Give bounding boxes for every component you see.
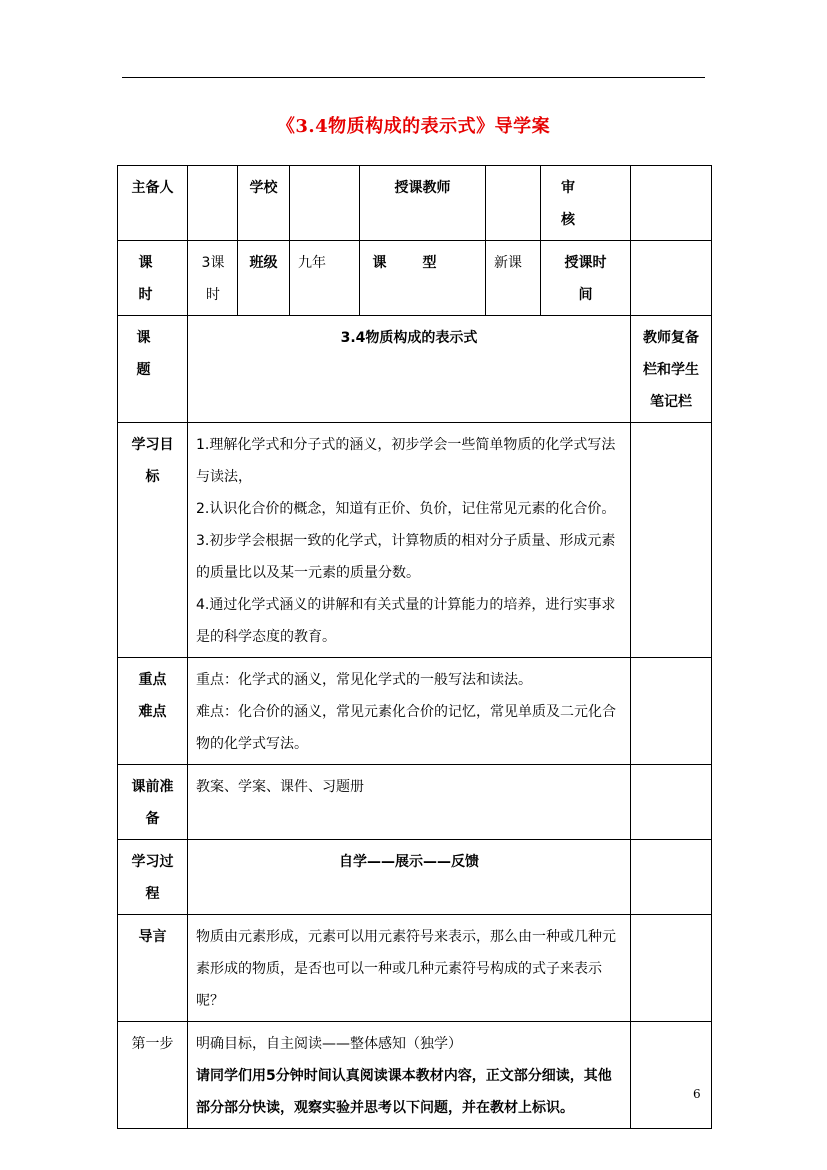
school-value — [290, 166, 360, 241]
teacher-label: 授课教师 — [360, 166, 486, 241]
table-row — [118, 658, 712, 765]
notes-cell — [631, 840, 712, 915]
preparation-value: 教案、学案、课件、习题册 — [188, 765, 631, 840]
notes-cell — [631, 765, 712, 840]
type-label: 课型 — [360, 241, 486, 316]
preparation-label: 课前准备 — [118, 765, 188, 840]
step1-content — [188, 1022, 631, 1129]
review-value — [631, 166, 712, 241]
objectives-list — [188, 423, 631, 658]
header-rule — [122, 77, 705, 78]
intro-value: 物质由元素形成，元素可以用元素符号来表示，那么由一种或几种元素形成的物质，是否也可以一种或几种元素符号构成的式子来表示呢？ — [188, 915, 631, 1022]
table-row — [118, 166, 712, 241]
objective-item: 1.理解化学式和分子式的涵义，初步学会一些简单物质的化学式写法与读法， — [196, 437, 616, 485]
teacher-value — [486, 166, 541, 241]
document-title: 《3.4物质构成的表示式》导学案 — [276, 116, 551, 137]
notes-cell — [631, 1022, 712, 1129]
topic-value: 3.4物质构成的表示式 — [188, 316, 631, 423]
notes-column-header: 教师复备栏和学生笔记栏 — [631, 316, 712, 423]
key-points-content — [188, 658, 631, 765]
school-label: 学校 — [238, 166, 290, 241]
hours-label: 课时 — [118, 241, 188, 316]
class-label: 班级 — [238, 241, 290, 316]
table-row — [118, 316, 712, 423]
table-row — [118, 840, 712, 915]
table-row — [118, 423, 712, 658]
table-row — [118, 915, 712, 1022]
step1-instruction: 请同学们用5分钟时间认真阅读课本教材内容，正文部分细读，其他部分部分快读，观察实验并思考以下问题，并在教材上标识。 — [196, 1068, 612, 1116]
objectives-label: 学习目标 — [118, 423, 188, 658]
objective-item: 4.通过化学式涵义的讲解和有关式量的计算能力的培养，进行实事求是的科学态度的教育。 — [196, 597, 616, 645]
objective-item: 2.认识化合价的概念，知道有正价、负价，记住常见元素的化合价。 — [196, 501, 616, 517]
table-row — [118, 765, 712, 840]
notes-cell — [631, 658, 712, 765]
time-value — [631, 241, 712, 316]
process-value: 自学——展示——反馈 — [188, 840, 631, 915]
notes-cell — [631, 915, 712, 1022]
objective-item: 3.初步学会根据一致的化学式，计算物质的相对分子质量、形成元素的质量比以及某一元素的质量分数。 — [196, 533, 616, 581]
key-point: 重点：化学式的涵义，常见化学式的一般写法和读法。 — [196, 672, 532, 688]
type-value: 新课 — [486, 241, 541, 316]
notes-cell — [631, 423, 712, 658]
table-row — [118, 241, 712, 316]
key-points-label: 重点难点 — [118, 658, 188, 765]
lesson-plan-table — [117, 165, 712, 1129]
step1-line: 明确目标，自主阅读——整体感知（独学） — [196, 1036, 462, 1052]
table-row — [118, 1022, 712, 1129]
topic-label: 课题 — [118, 316, 188, 423]
step1-label: 第一步 — [118, 1022, 188, 1129]
page-number: 6 — [693, 1087, 701, 1101]
class-value: 九年 — [290, 241, 360, 316]
time-label: 授课时间 — [541, 241, 631, 316]
process-label: 学习过程 — [118, 840, 188, 915]
hours-value: 3课时 — [188, 241, 238, 316]
preparer-value — [188, 166, 238, 241]
intro-label: 导言 — [118, 915, 188, 1022]
preparer-label: 主备人 — [118, 166, 188, 241]
review-label: 审核 — [541, 166, 631, 241]
difficult-point: 难点：化合价的涵义，常见元素化合价的记忆，常见单质及二元化合物的化学式写法。 — [196, 704, 616, 752]
